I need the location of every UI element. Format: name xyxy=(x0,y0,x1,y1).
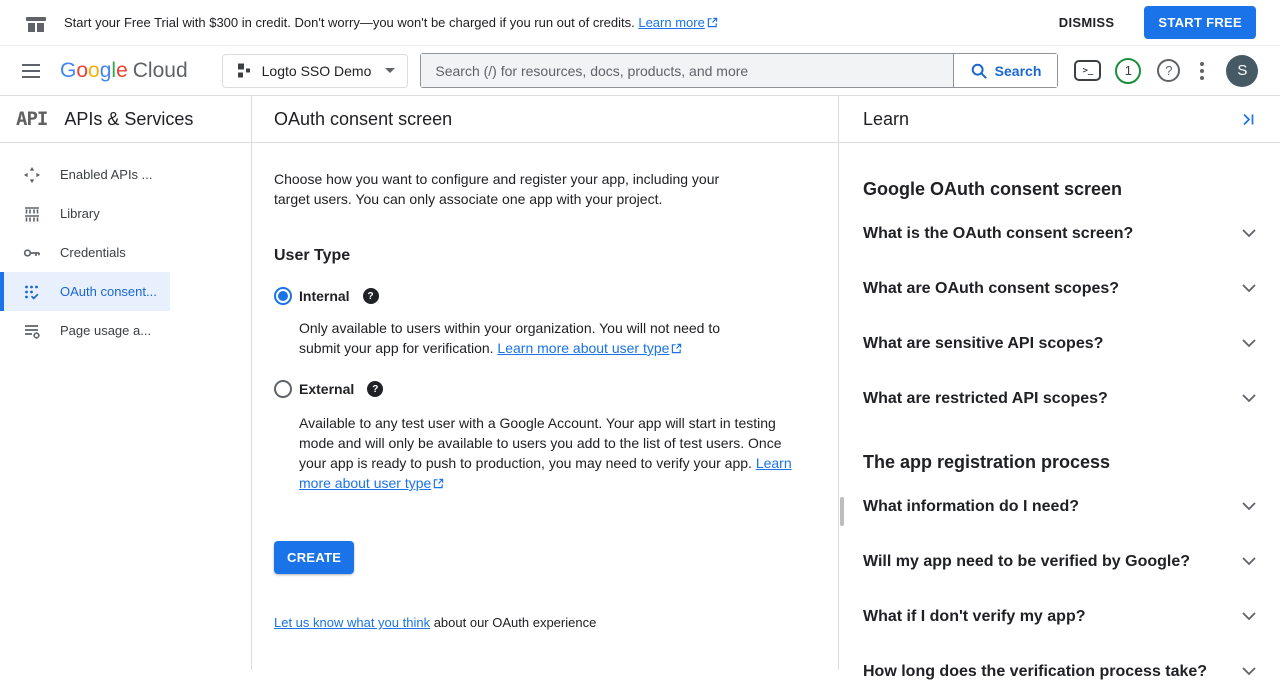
scrollbar-thumb[interactable] xyxy=(840,497,844,526)
help-icon[interactable] xyxy=(363,288,379,304)
logo-letter: o xyxy=(88,58,100,82)
learn-item[interactable]: What are OAuth consent scopes? xyxy=(863,261,1256,316)
notifications-badge[interactable] xyxy=(1115,58,1141,84)
help-icon[interactable] xyxy=(1157,59,1180,82)
learn-section-heading: The app registration process xyxy=(863,452,1111,472)
logo-letter: e xyxy=(116,58,128,82)
user-type-heading: User Type xyxy=(274,247,351,264)
external-label: External xyxy=(299,381,355,397)
page-usage-icon xyxy=(23,322,41,340)
sidebar-title: APIs & Services xyxy=(64,108,194,129)
banner-learn-more-link[interactable]: Learn more xyxy=(638,15,717,30)
feedback-text: about our OAuth experience xyxy=(430,615,597,630)
more-vert-icon[interactable] xyxy=(1190,58,1214,84)
avatar-initial: S xyxy=(1237,62,1248,79)
page-title: OAuth consent screen xyxy=(252,96,838,143)
api-logo: API xyxy=(16,108,48,130)
page-description: Choose how you want to configure and register your app, including your target users. You can only associate one app with your project. xyxy=(274,171,720,207)
create-button[interactable]: CREATE xyxy=(274,541,354,574)
learn-item[interactable]: What if I don't verify my app? xyxy=(863,589,1256,644)
logo-letter: o xyxy=(76,58,89,82)
project-icon xyxy=(235,62,252,79)
feedback-row xyxy=(274,615,838,630)
notification-count: 1 xyxy=(1124,63,1132,78)
external-learn-more-link[interactable]: Learn more about user type xyxy=(299,455,792,491)
dismiss-button[interactable]: DISMISS xyxy=(1047,7,1127,38)
internal-learn-more-link[interactable]: Learn more about user type xyxy=(497,340,682,356)
chevron-down-icon xyxy=(1242,557,1256,566)
logo-cloud-text: Cloud xyxy=(132,58,188,82)
main-panel xyxy=(252,96,838,670)
sidebar-item-label: Page usage a... xyxy=(60,323,152,338)
chevron-down-icon xyxy=(1242,394,1256,403)
top-app-bar xyxy=(0,46,1280,96)
learn-item[interactable]: What are restricted API scopes? xyxy=(863,371,1256,426)
chevron-down-icon xyxy=(1242,667,1256,676)
sidebar-header xyxy=(0,96,251,143)
avatar[interactable] xyxy=(1226,55,1258,87)
gift-icon xyxy=(24,11,48,35)
sidebar-nav xyxy=(0,143,251,350)
credentials-icon xyxy=(23,244,41,262)
hamburger-menu-icon[interactable] xyxy=(20,58,46,84)
banner-message: Start your Free Trial with $300 in credit. Don't worry—you won't be charged if you run out of credits. Learn more xyxy=(64,15,718,30)
chevron-down-icon xyxy=(1242,229,1256,238)
learn-body xyxy=(839,143,1280,699)
chevron-down-icon xyxy=(1242,502,1256,511)
external-link-icon xyxy=(671,343,682,354)
main-body xyxy=(252,143,838,630)
logo-letter: G xyxy=(60,58,77,82)
learn-item[interactable]: Will my app need to be verified by Google? xyxy=(863,534,1256,589)
oauth-consent-icon xyxy=(23,283,41,301)
sidebar-item-label: Library xyxy=(60,206,100,221)
search-bar xyxy=(420,53,1058,88)
project-name: Logto SSO Demo xyxy=(261,62,372,79)
project-selector[interactable] xyxy=(222,54,409,88)
sidebar-item-oauth-consent[interactable] xyxy=(0,272,170,311)
free-trial-banner xyxy=(0,0,1280,46)
top-bar-actions xyxy=(1074,55,1258,87)
library-icon xyxy=(23,205,41,223)
google-cloud-logo[interactable] xyxy=(60,59,188,83)
sidebar-item-credentials[interactable] xyxy=(0,233,170,272)
sidebar-item-label: Credentials xyxy=(60,245,126,260)
cloud-shell-icon[interactable] xyxy=(1074,60,1101,81)
learn-item[interactable]: How long does the verification process take? xyxy=(863,644,1256,699)
internal-label: Internal xyxy=(299,288,350,304)
learn-panel-header xyxy=(839,96,1280,143)
internal-description: Only available to users within your organization. You will not need to submit your app for verification. Learn more about user type xyxy=(299,320,721,356)
learn-item[interactable]: What are sensitive API scopes? xyxy=(863,316,1256,371)
feedback-link[interactable]: Let us know what you think xyxy=(274,615,431,630)
external-radio[interactable] xyxy=(274,380,292,398)
help-icon[interactable] xyxy=(367,381,383,397)
chevron-down-icon xyxy=(1242,339,1256,348)
learn-title: Learn xyxy=(863,108,910,129)
sidebar-item-label: OAuth consent... xyxy=(60,284,157,299)
search-input[interactable] xyxy=(421,54,952,87)
content-area xyxy=(0,96,1280,680)
learn-section-heading: Google OAuth consent screen xyxy=(863,179,1123,199)
sidebar-item-page-usage[interactable] xyxy=(0,311,170,350)
learn-panel xyxy=(838,96,1280,680)
learn-item[interactable]: What is the OAuth consent screen? xyxy=(863,206,1256,261)
external-option-row xyxy=(274,380,838,398)
external-link-icon xyxy=(433,478,444,489)
sidebar-item-library[interactable] xyxy=(0,194,170,233)
external-link-icon xyxy=(707,17,718,28)
caret-down-icon xyxy=(385,68,395,73)
sidebar-item-enabled-apis[interactable] xyxy=(0,155,170,194)
start-free-button[interactable]: START FREE xyxy=(1144,6,1256,39)
search-icon xyxy=(970,62,988,80)
learn-item[interactable]: What information do I need? xyxy=(863,479,1256,534)
logo-letter: l xyxy=(111,58,117,82)
sidebar xyxy=(0,96,252,670)
logo-letter: g xyxy=(99,58,112,82)
enabled-apis-icon xyxy=(23,166,41,184)
internal-option-row xyxy=(274,287,838,305)
internal-radio[interactable] xyxy=(274,287,292,305)
chevron-down-icon xyxy=(1242,284,1256,293)
sidebar-item-label: Enabled APIs ... xyxy=(60,167,153,182)
search-button[interactable] xyxy=(953,54,1058,87)
search-button-label: Search xyxy=(994,62,1042,79)
chevron-down-icon xyxy=(1242,612,1256,621)
external-description: Available to any test user with a Google Account. Your app will start in testing mode and will only be available to users you add to the list of test users. Once your app is ready to push to production, you may need to verify your app. Learn more about user type xyxy=(299,415,792,491)
collapse-panel-icon[interactable] xyxy=(1241,112,1256,127)
